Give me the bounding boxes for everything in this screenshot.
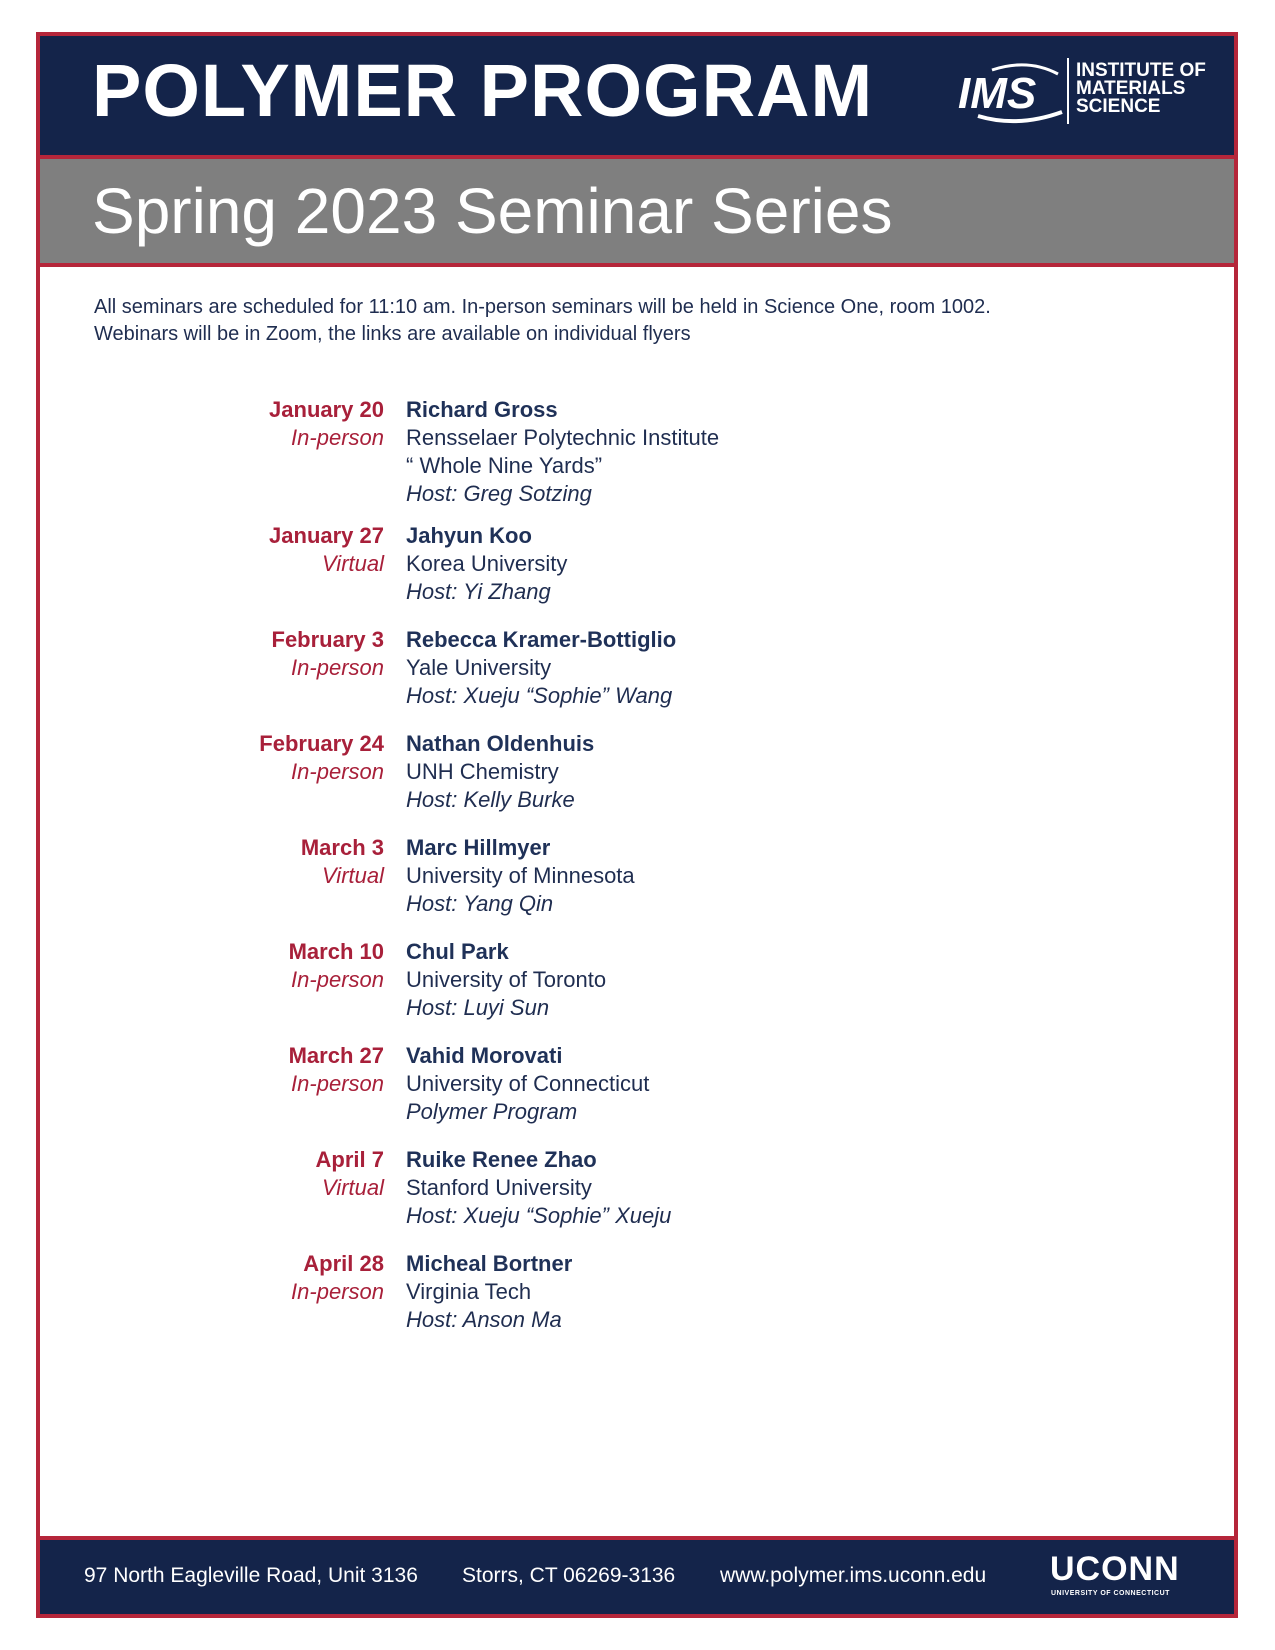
page-title: POLYMER PROGRAM	[92, 49, 874, 132]
seminar-date: April 28	[303, 1251, 384, 1276]
speaker-name: Marc Hillmyer	[406, 835, 551, 860]
speaker-name: Ruike Renee Zhao	[406, 1147, 597, 1172]
divider	[40, 263, 1234, 267]
speaker-affiliation: University of Toronto	[406, 967, 607, 992]
speaker-name: Vahid Morovati	[406, 1043, 563, 1068]
speaker-affiliation: Virginia Tech	[406, 1279, 532, 1304]
logo-divider	[1067, 58, 1069, 124]
seminar-schedule	[40, 396, 1234, 1354]
speaker-affiliation: Yale University	[406, 655, 552, 680]
seminar-entry	[40, 626, 1234, 730]
seminar-mode: In-person	[291, 759, 384, 784]
speaker-affiliation: Korea University	[406, 551, 568, 576]
institute-line: SCIENCE	[1076, 96, 1161, 117]
speaker-affiliation: UNH Chemistry	[406, 759, 559, 784]
host: Host: Xueju “Sophie” Xueju	[406, 1203, 672, 1228]
host: Host: Anson Ma	[406, 1307, 562, 1332]
host: Host: Yang Qin	[406, 891, 554, 916]
host: Host: Kelly Burke	[406, 787, 575, 812]
seminar-date: March 10	[288, 939, 384, 964]
footer-city: Storrs, CT 06269-3136	[462, 1564, 676, 1587]
host: Host: Xueju “Sophie” Wang	[406, 683, 673, 708]
speaker-name: Micheal Bortner	[406, 1251, 573, 1276]
speaker-name: Richard Gross	[406, 397, 558, 422]
header-bar	[40, 36, 1234, 155]
seminar-date: January 20	[269, 397, 384, 422]
seminar-entry	[40, 1042, 1234, 1146]
footer-address: 97 North Eagleville Road, Unit 3136	[84, 1564, 418, 1587]
footer-bar	[40, 1536, 1234, 1614]
speaker-name: Rebecca Kramer-Bottiglio	[406, 627, 677, 652]
seminar-mode: In-person	[291, 967, 384, 992]
seminar-date: April 7	[315, 1147, 384, 1172]
seminar-date: March 27	[288, 1043, 384, 1068]
seminar-mode: In-person	[291, 1279, 384, 1304]
speaker-affiliation: University of Minnesota	[406, 863, 635, 888]
intro-line: All seminars are scheduled for 11:10 am. In-person seminars will be held in Science One, room 1002.	[94, 296, 991, 318]
uconn-logo: UCONN	[1050, 1550, 1180, 1588]
ims-logo	[958, 56, 1078, 132]
seminar-entry	[40, 1146, 1234, 1250]
ims-logo-text: IMS	[958, 69, 1037, 118]
seminar-date: March 3	[300, 835, 384, 860]
institute-line: MATERIALS	[1076, 78, 1186, 99]
host: Polymer Program	[406, 1099, 578, 1124]
seminar-date: January 27	[269, 523, 384, 548]
seminar-entry	[40, 938, 1234, 1042]
page-frame	[36, 32, 1238, 1618]
seminar-entry	[40, 1250, 1234, 1354]
seminar-mode: Virtual	[322, 863, 384, 888]
seminar-entry	[40, 396, 1234, 522]
subtitle-bar	[40, 159, 1234, 263]
seminar-entry	[40, 730, 1234, 834]
intro-text	[94, 294, 1174, 348]
seminar-mode: Virtual	[322, 551, 384, 576]
seminar-mode: Virtual	[322, 1175, 384, 1200]
speaker-name: Jahyun Koo	[406, 523, 532, 548]
speaker-name: Nathan Oldenhuis	[406, 731, 595, 756]
host: Host: Luyi Sun	[406, 995, 550, 1020]
host: Host: Yi Zhang	[406, 579, 551, 604]
speaker-affiliation: University of Connecticut	[406, 1071, 650, 1096]
speaker-name: Chul Park	[406, 939, 509, 964]
seminar-date: February 3	[271, 627, 384, 652]
footer-website-link[interactable]: www.polymer.ims.uconn.edu	[720, 1564, 987, 1587]
speaker-affiliation: Stanford University	[406, 1175, 592, 1200]
seminar-date: February 24	[259, 731, 384, 756]
seminar-mode: In-person	[291, 655, 384, 680]
intro-line: Webinars will be in Zoom, the links are available on individual flyers	[94, 323, 691, 345]
seminar-entry	[40, 834, 1234, 938]
institute-line: INSTITUTE OF	[1076, 60, 1206, 81]
uconn-logo-subtitle: UNIVERSITY OF CONNECTICUT	[1051, 1590, 1170, 1597]
seminar-mode: In-person	[291, 1071, 384, 1096]
talk-title: “ Whole Nine Yards”	[406, 453, 603, 478]
seminar-mode: In-person	[291, 425, 384, 450]
page-subtitle: Spring 2023 Seminar Series	[92, 175, 893, 247]
speaker-affiliation: Rensselaer Polytechnic Institute	[406, 425, 720, 450]
seminar-entry	[40, 522, 1234, 626]
host: Host: Greg Sotzing	[406, 481, 592, 506]
institute-name	[1076, 62, 1206, 116]
